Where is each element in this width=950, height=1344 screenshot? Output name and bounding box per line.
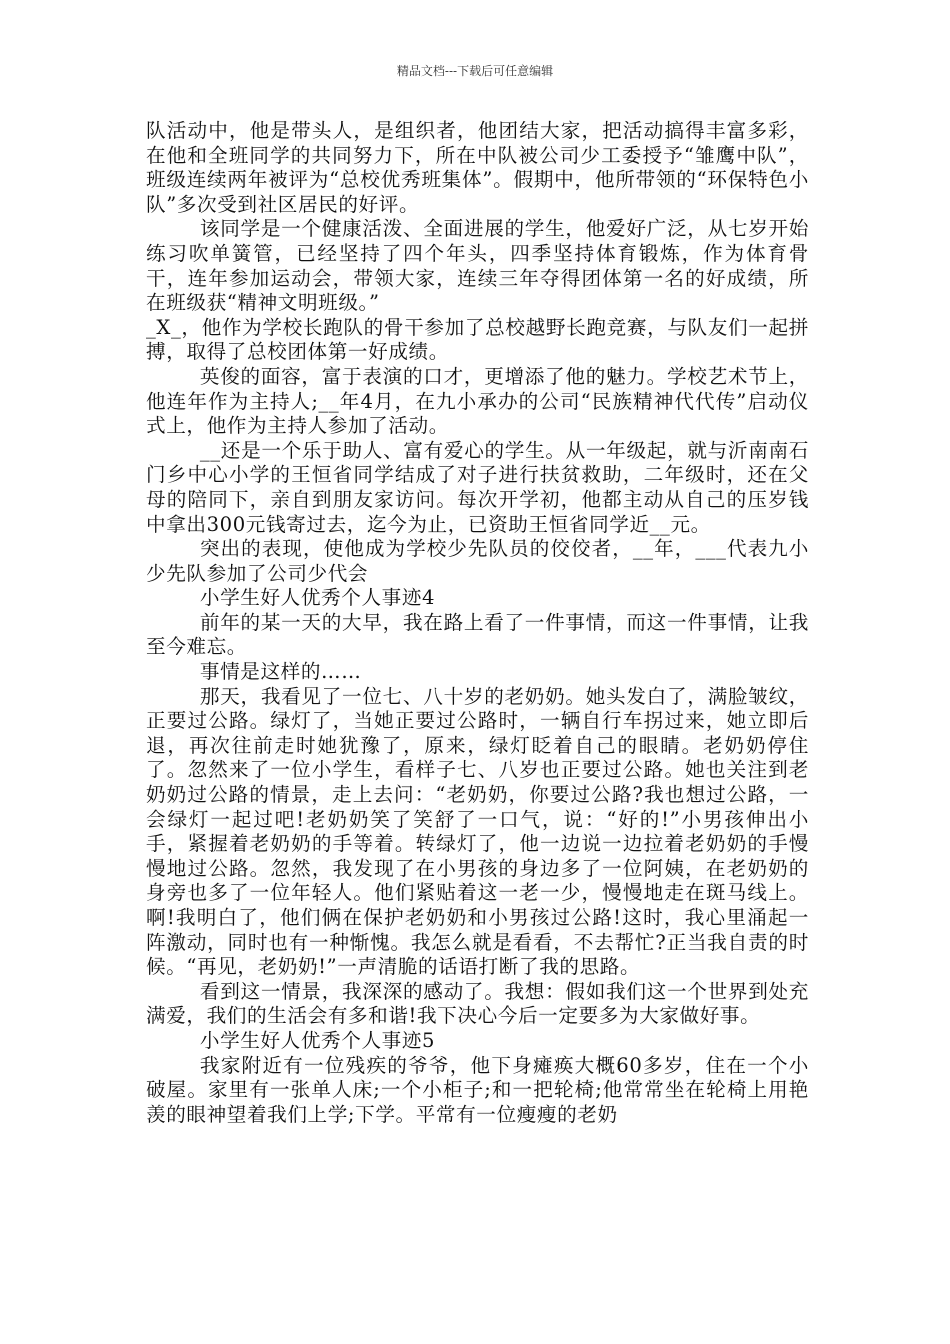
section-heading-4: 小学生好人优秀个人事迹4 [199,586,436,610]
paragraph-moved: 看到这一情景，我深深的感动了。我想：假如我们这一个世界到处充满爱，我们的生活会有多和谐!我下决心今后一定要多为大家做好事。 [146,979,809,1028]
paragraph-continuation: 队活动中，他是带头人，是组织者，他团结大家，把活动搞得丰富多彩，在他和全班同学的共同努力下，所在中队被公司少工委授予“雏鹰中队”，班级连续两年被评为“总校优秀班集体”。假期中，他所带领的“环保特色小队”多次受到社区居民的好评。 [146,119,809,216]
paragraph-story-intro: 事情是这样的…… [199,660,362,684]
paragraph-outstanding: 突出的表现，使他成为学校少先队员的佼佼者，__年，___代表九小少先队参加了公司少代会 [146,537,809,585]
paragraph-healthy-student: 该同学是一个健康活泼、全面进展的学生，他爱好广泛，从七岁开始练习吹单簧管，已经坚持了四个年头，四季坚持体育锻炼，作为体育骨干，连年参加运动会，带领大家，连续三年夺得团体第一名的好成绩，所在班级获“精神文明班级。” [146,217,809,315]
paragraph-unforgettable: 前年的某一天的大早，我在路上看了一件事情，而这一件事情，让我至今难忘。 [146,610,809,659]
paragraph-helpful: __还是一个乐于助人、富有爱心的学生。从一年级起，就与沂南南石门乡中心小学的王恒省同学结成了对子进行扶贫救助，二年级时，还在父母的陪同下，亲自到朋友家访问。每次开学初，他都主动从自己的压岁钱中拿出300元钱寄过去，迄今为止，已资助王恒省同学近__元。 [146,438,809,536]
paragraph-disabled-grandpa: 我家附近有一位残疾的爷爷，他下身瘫痪大概60多岁，住在一个小破屋。家里有一张单人床;一个小柜子;和一把轮椅;他常常坐在轮椅上用艳羡的眼神望着我们上学;下学。平常有一位瘦瘦的老奶 [146,1053,809,1126]
page-header: 精品文档---下载后可任意编辑 [396,64,554,78]
section-heading-5: 小学生好人优秀个人事迹5 [199,1028,436,1052]
paragraph-long-distance-race: _X_，他作为学校长跑队的骨干参加了总校越野长跑竞赛，与队友们一起拼搏，取得了总校团体第一好成绩。 [146,315,809,364]
document-body [146,119,809,1127]
paragraph-crossing-road: 那天，我看见了一位七、八十岁的老奶奶。她头发白了，满脸皱纹，正要过公路。绿灯了，当她正要过公路时，一辆自行车拐过来，她立即后退，再次往前走时她犹豫了，原来，绿灯眨着自己的眼睛。老奶奶停住了。忽然来了一位小学生，看样子七、八岁也正要过公路。她也关注到老奶奶过公路的情景，走上去问：“老奶奶，你要过公路?我也想过公路，一会绿灯一起过吧!老奶奶笑了笑舒了一口气，说：“好的!”小男孩伸出小手，紧握着老奶奶的手等着。转绿灯了，他一边说一边拉着老奶奶的手慢慢地过公路。忽然，我发现了在小男孩的身边多了一位阿姨，在老奶奶的身旁也多了一位年轻人。他们紧贴着这一老一少，慢慢地走在斑马线上。啊!我明白了，他们俩在保护老奶奶和小男孩过公路!这时，我心里涌起一阵激动，同时也有一种惭愧。我怎么就是看看，不去帮忙?正当我自责的时候。“再见，老奶奶!”一声清脆的话语打断了我的思路。 [146,684,809,979]
paragraph-host: 英俊的面容，富于表演的口才，更增添了他的魅力。学校艺术节上，他连年作为主持人;__年4月，在九小承办的公司“民族精神代代传”启动仪式上，他作为主持人参加了活动。 [146,364,809,438]
